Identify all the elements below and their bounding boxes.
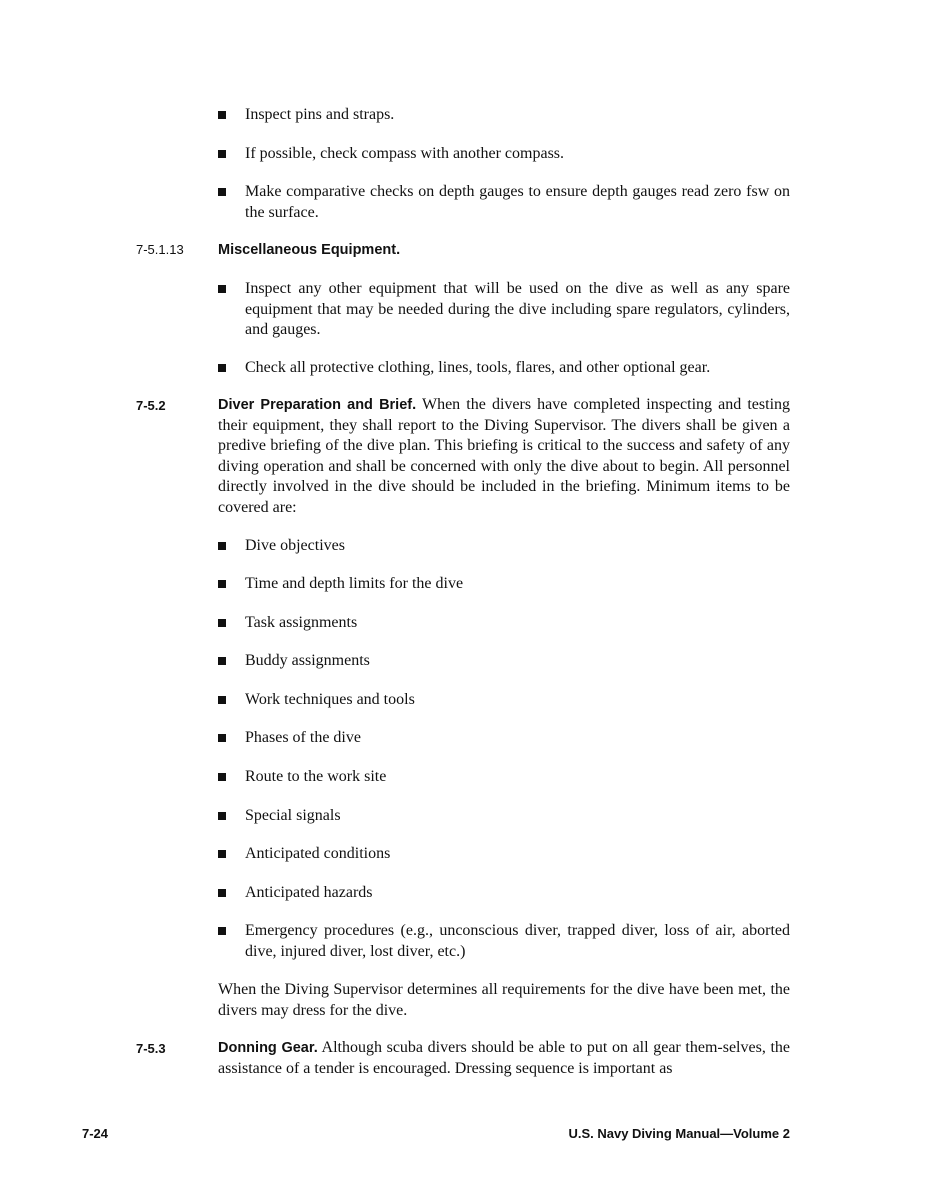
list-item (218, 651, 790, 672)
list-item (218, 182, 790, 223)
bullet-square-icon (218, 812, 226, 820)
section-paragraph (218, 395, 790, 518)
list-item (218, 613, 790, 634)
paragraph-text: Although scuba divers should be able to put on all gear them-selves, the assistance of a tender is encouraged. Dressing sequence is important as (218, 1039, 791, 1077)
list-item-text: Check all protective clothing, lines, tools, flares, and other optional gear. (245, 359, 711, 376)
list-item (218, 883, 790, 904)
list-item (218, 144, 790, 165)
bullet-square-icon (218, 696, 226, 704)
bullet-square-icon (218, 773, 226, 781)
bullet-square-icon (218, 188, 226, 196)
bullet-square-icon (218, 542, 226, 550)
list-item-text: Emergency procedures (e.g., unconscious diver, trapped diver, loss of air, aborted dive, injured diver, lost diver, etc.) (245, 922, 790, 960)
bullet-square-icon (218, 734, 226, 742)
list-item-text: Phases of the dive (245, 729, 361, 746)
list-item-text: Dive objectives (245, 537, 345, 554)
manual-title: U.S. Navy Diving Manual—Volume 2 (568, 1126, 790, 1141)
bullet-square-icon (218, 619, 226, 627)
list-item (218, 690, 790, 711)
list-item-text: Time and depth limits for the dive (245, 575, 464, 592)
list-item-text: Work techniques and tools (245, 691, 415, 708)
page-number: 7-24 (82, 1126, 109, 1141)
bullet-square-icon (218, 580, 226, 588)
list-item (218, 279, 790, 341)
list-item (218, 806, 790, 827)
list-item (218, 105, 790, 126)
section-heading-text: Donning Gear. (218, 1040, 318, 1056)
list-item-text: Task assignments (245, 614, 358, 631)
list-item-text: Make comparative checks on depth gauges to ensure depth gauges read zero fsw on the surface. (245, 183, 790, 221)
bullet-square-icon (218, 889, 226, 897)
list-item-text: Inspect any other equipment that will be used on the dive as well as any spare equipment that may be needed during the dive including spare regulators, cylinders, and gauges. (245, 280, 790, 338)
section-heading (218, 240, 790, 261)
list-item-text: Special signals (245, 807, 341, 824)
bullet-square-icon (218, 111, 226, 119)
list-item-text: Buddy assignments (245, 652, 370, 669)
list-item-text: Inspect pins and straps. (245, 106, 395, 123)
list-item-text: Route to the work site (245, 768, 387, 785)
list-item-text: If possible, check compass with another compass. (245, 145, 565, 162)
list-item (218, 728, 790, 749)
list-item-text: Anticipated hazards (245, 884, 373, 901)
section-number: 7-5.2 (136, 398, 166, 413)
list-item (218, 767, 790, 788)
paragraph-text: When the divers have completed inspecting and testing their equipment, they shall report to the Diving Supervisor. The divers shall be given a predive briefing of the dive plan. This briefing is critical to the success and safety of any diving operation and shall be concerned with only the dive about to begin. All personnel directly involved in the dive should be included in the briefing. Minimum items to be covered are: (218, 396, 791, 516)
section-heading-text: Miscellaneous Equipment. (218, 242, 401, 258)
list-item (218, 844, 790, 865)
list-item (218, 536, 790, 557)
bullet-square-icon (218, 927, 226, 935)
bullet-square-icon (218, 150, 226, 158)
list-item (218, 358, 790, 379)
section-number: 7-5.3 (136, 1041, 166, 1056)
list-item (218, 921, 790, 962)
section-paragraph (218, 1038, 790, 1079)
list-item (218, 574, 790, 595)
section-number: 7-5.1.13 (136, 242, 184, 257)
list-item-text: Anticipated conditions (245, 845, 391, 862)
bullet-square-icon (218, 364, 226, 372)
section-heading-text: Diver Preparation and Brief. (218, 397, 417, 413)
bullet-square-icon (218, 657, 226, 665)
bullet-square-icon (218, 285, 226, 293)
bullet-square-icon (218, 850, 226, 858)
closing-paragraph: When the Diving Supervisor determines all requirements for the dive have been met, the divers may dress for the dive. (218, 981, 790, 1019)
